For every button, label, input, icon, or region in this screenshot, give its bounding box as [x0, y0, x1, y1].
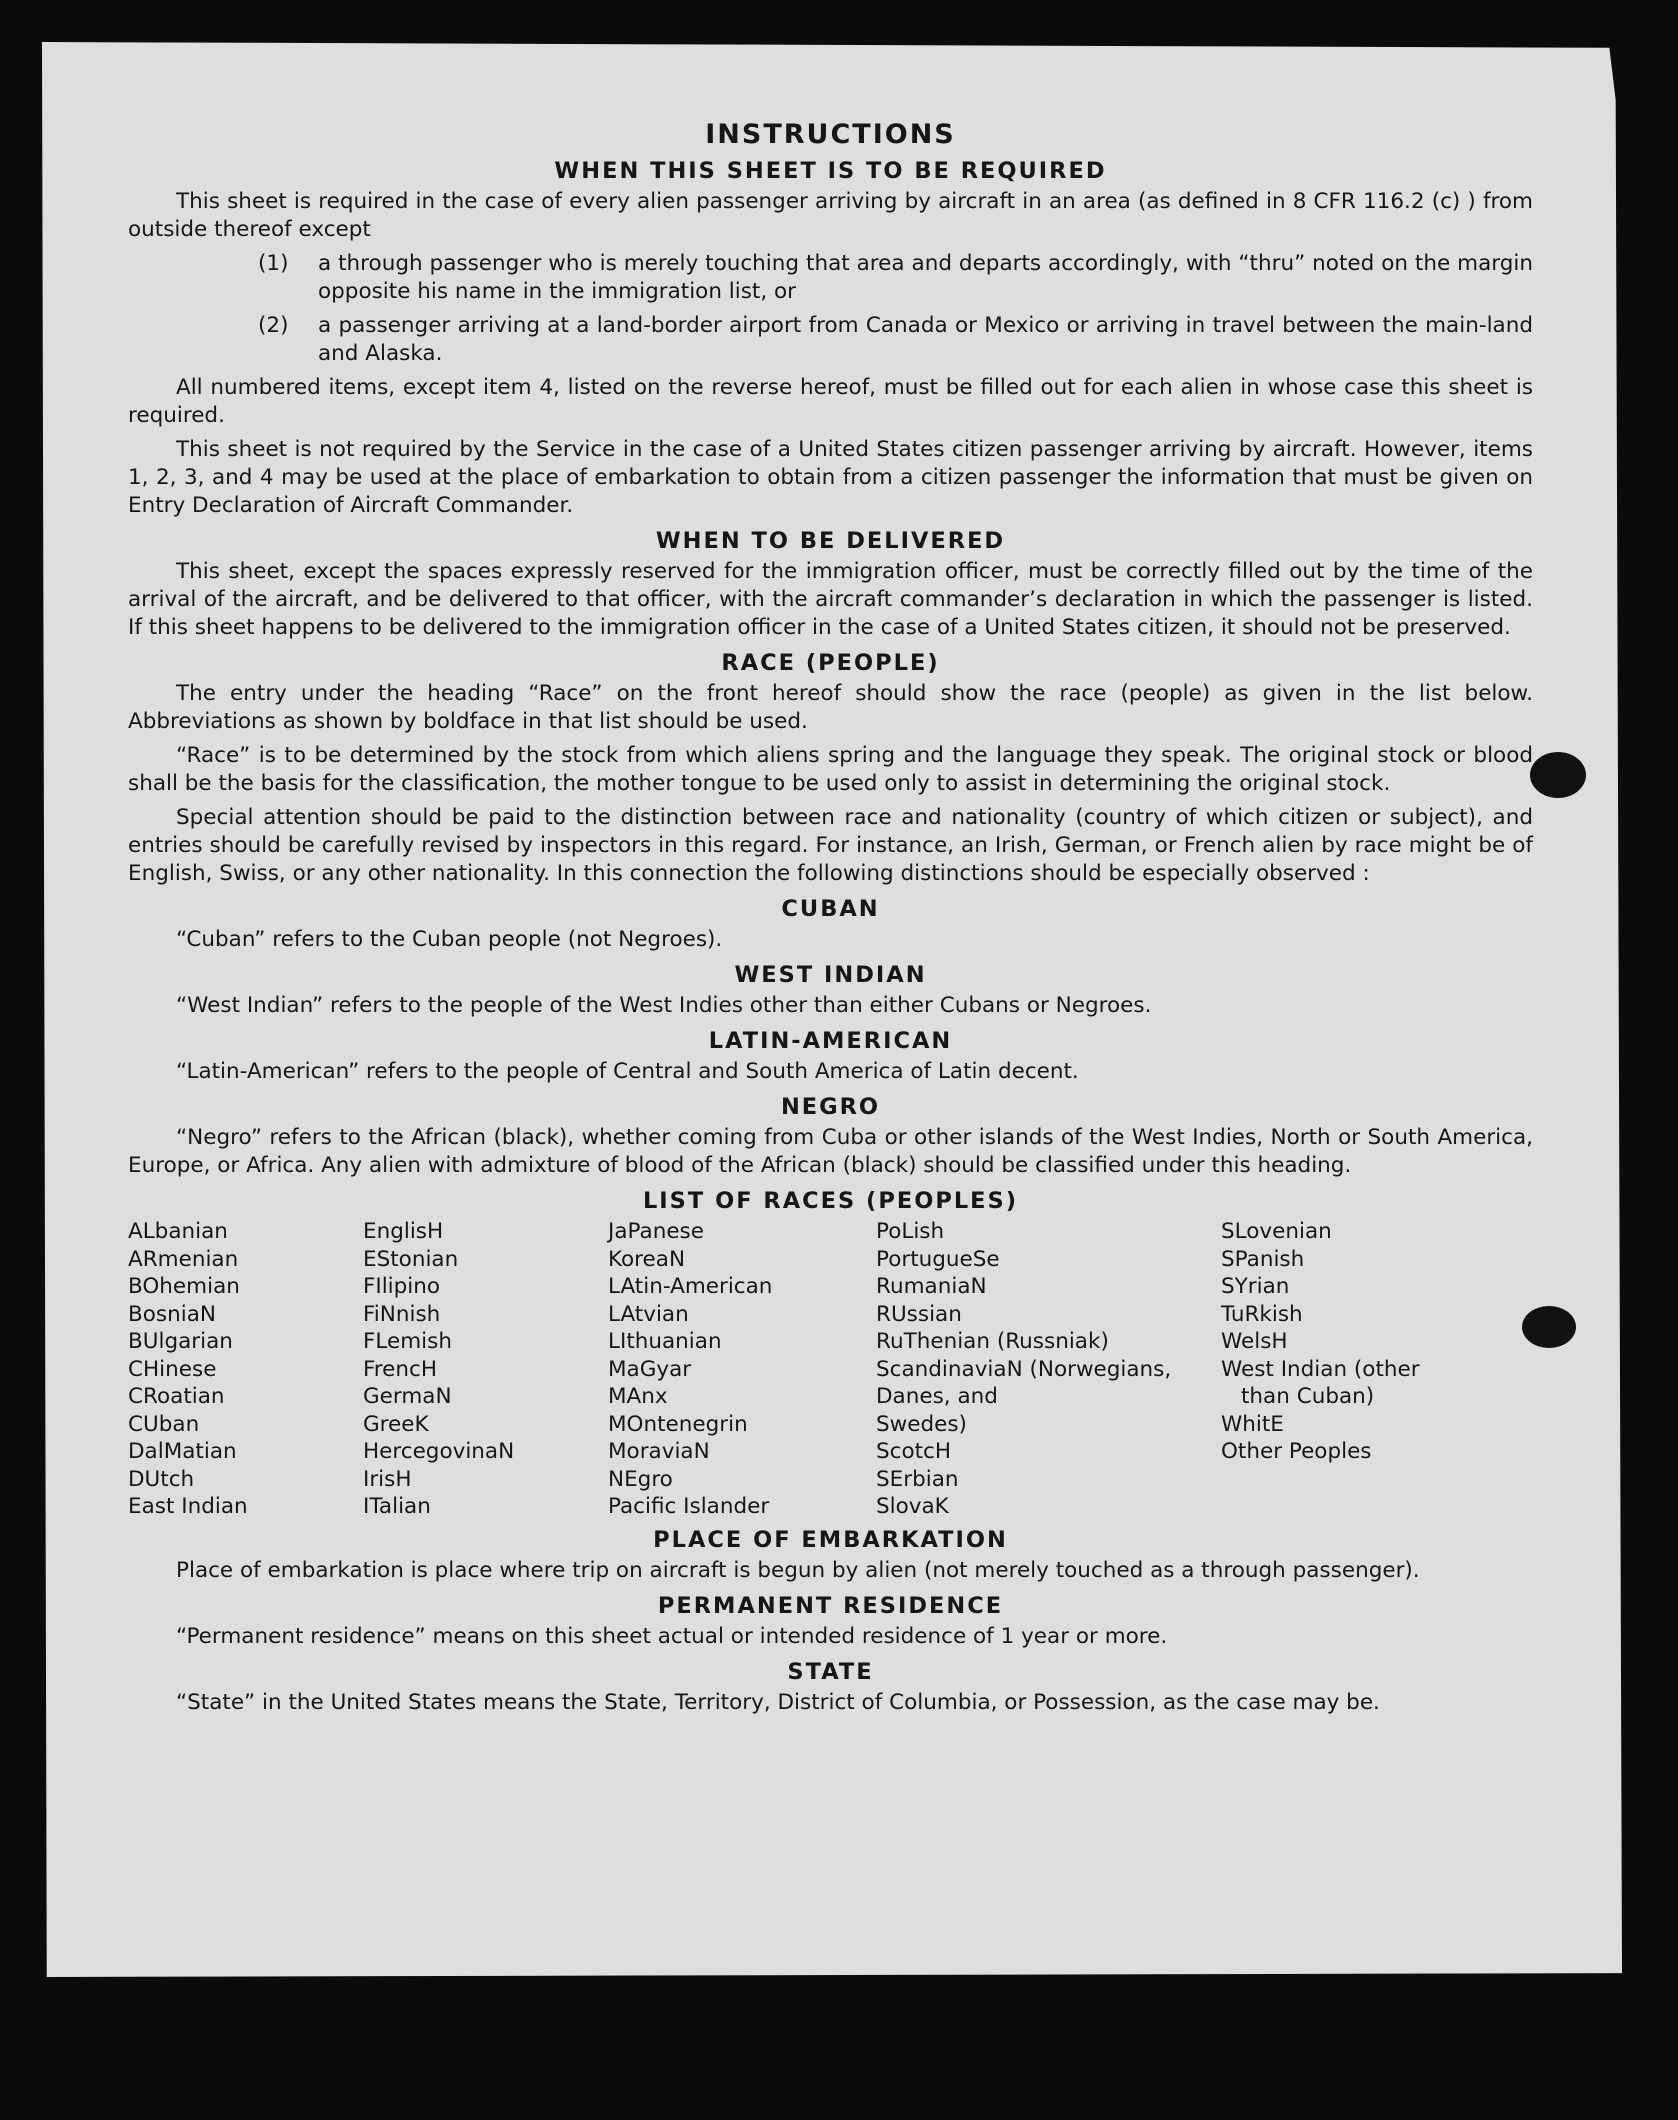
race-entry: PoLish [876, 1219, 945, 1244]
race-entry: SlovaK [876, 1494, 949, 1519]
race-entry: PortugueSe [876, 1246, 1000, 1272]
race-entry: GermaN [363, 1384, 452, 1409]
negro-paragraph: “Negro” refers to the African (black), whether coming from Cuba or other islands of the West Indies, North or South America, Europe, or Africa. Any alien with admixture of blood of the African (black) should be classified under this heading. [128, 1125, 1533, 1178]
race-entry: CUban [128, 1411, 200, 1437]
race-paragraph: “Race” is to be determined by the stock from which aliens spring and the language they speak. The original stock or blood shall be the basis for the classification, the mother tongue to be used only to assist in determining the original stock. [128, 743, 1533, 796]
ink-blot [1530, 752, 1586, 798]
cuban-paragraph: “Cuban” refers to the Cuban people (not Negroes). [176, 927, 723, 952]
section-heading-race: RACE (PEOPLE) [721, 650, 940, 676]
embarkation-paragraph: Place of embarkation is place where trip on aircraft is begun by alien (not merely touched as a through passenger). [176, 1557, 1420, 1583]
race-entry: BOhemian [128, 1274, 240, 1299]
race-entry: ALbanian [128, 1219, 228, 1244]
residence-paragraph: “Permanent residence” means on this sheet actual or intended residence of 1 year or more. [176, 1623, 1168, 1649]
races-column [1221, 1218, 1521, 1521]
state-paragraph: “State” in the United States means the State, Territory, District of Columbia, or Possession, as the case may be. [176, 1689, 1380, 1715]
section-heading-delivered: WHEN TO BE DELIVERED [655, 528, 1006, 554]
race-entry: BUlgarian [128, 1329, 233, 1354]
races-list [128, 1218, 1533, 1521]
races-column [363, 1218, 608, 1521]
exception-item [258, 250, 1533, 306]
required-intro: This sheet is required in the case of every alien passenger arriving by aircraft in an area (as defined in 8 CFR 116.2 (c) ) from outside thereof except [128, 189, 1533, 242]
race-entry: Swedes) [876, 1411, 967, 1437]
race-entry: West Indian (other [1221, 1356, 1420, 1382]
section-heading-residence: PERMANENT RESIDENCE [657, 1592, 1004, 1619]
section-heading-negro: NEGRO [780, 1094, 881, 1120]
race-entry: MOntenegrin [608, 1411, 748, 1437]
race-entry: DalMatian [128, 1439, 237, 1464]
section-heading-list: LIST OF RACES (PEOPLES) [642, 1188, 1019, 1214]
races-column [128, 1218, 363, 1521]
section-heading-cuban: CUBAN [781, 896, 880, 922]
race-entry: SErbian [876, 1466, 959, 1492]
race-entry: GreeK [363, 1411, 429, 1437]
delivered-paragraph: This sheet, except the spaces expressly reserved for the immigration officer, must be correctly filled out by the time of the arrival of the aircraft, and be delivered to that officer, with the aircraft commander’s declaration in which the passenger is listed. If this sheet happens to be delivered to the immigration officer in the case of a United States citizen, it should not be preserved. [128, 559, 1533, 640]
west-indian-paragraph: “West Indian” refers to the people of the West Indies other than either Cubans or Negroes. [176, 993, 1152, 1018]
race-entry: KoreaN [608, 1246, 686, 1272]
exception-text: a through passenger who is merely touching that area and departs accordingly, with “thru” noted on the margin opposite his name in the immigration list, or [318, 251, 1533, 304]
race-entry: WhitE [1221, 1411, 1284, 1437]
race-entry: ScotcH [876, 1439, 952, 1464]
race-entry: TuRkish [1221, 1301, 1303, 1327]
race-entry: EnglisH [363, 1219, 444, 1244]
race-entry: FLemish [363, 1329, 452, 1354]
race-entry: RUssian [876, 1301, 962, 1327]
exception-number: (1) [258, 251, 289, 276]
race-entry: FiNnish [363, 1301, 441, 1327]
instructions-content [128, 118, 1533, 1723]
race-entry: IrisH [363, 1466, 412, 1492]
race-entry: Danes, and [876, 1384, 998, 1409]
race-entry: Other Peoples [1221, 1439, 1372, 1464]
section-heading-state: STATE [787, 1658, 874, 1685]
section-heading-required: WHEN THIS SHEET IS TO BE REQUIRED [554, 158, 1107, 184]
race-entry: BosniaN [128, 1301, 216, 1327]
race-entry: CHinese [128, 1356, 217, 1382]
race-entry: HercegovinaN [363, 1439, 515, 1464]
required-paragraph: This sheet is not required by the Service in the case of a United States citizen passenger arriving by aircraft. However, items 1, 2, 3, and 4 may be used at the place of embarkation to obtain from a citizen passenger the information that must be given on Entry Declaration of Aircraft Commander. [128, 437, 1533, 518]
races-column [608, 1218, 876, 1521]
race-entry: EStonian [363, 1246, 459, 1272]
race-entry: DUtch [128, 1466, 195, 1492]
latin-american-paragraph: “Latin-American” refers to the people of Central and South America of Latin decent. [176, 1059, 1079, 1084]
race-entry: LIthuanian [608, 1329, 722, 1354]
race-entry: CRoatian [128, 1384, 225, 1409]
exception-item [258, 312, 1533, 368]
race-paragraph: The entry under the heading “Race” on the front hereof should show the race (people) as given in the list below. Abbreviations as shown by boldface in that list should be used. [128, 681, 1533, 734]
race-entry: East Indian [128, 1494, 248, 1519]
race-entry: MAnx [608, 1384, 668, 1409]
race-entry: MoraviaN [608, 1439, 710, 1464]
race-entry: MaGyar [608, 1356, 692, 1382]
section-heading-west-indian: WEST INDIAN [734, 962, 927, 988]
race-entry: NEgro [608, 1466, 673, 1492]
race-entry: RuThenian (Russniak) [876, 1329, 1109, 1354]
race-entry: than Cuban) [1241, 1384, 1375, 1409]
race-entry: WelsH [1221, 1329, 1288, 1354]
race-entry: Pacific Islander [608, 1494, 770, 1519]
race-entry: ARmenian [128, 1246, 239, 1272]
race-entry: JaPanese [608, 1219, 704, 1244]
race-entry: SYrian [1221, 1274, 1290, 1299]
race-entry: SPanish [1221, 1246, 1305, 1272]
race-entry: ScandinaviaN (Norwegians, [876, 1356, 1172, 1382]
race-entry: FIlipino [363, 1274, 441, 1299]
race-entry: LAtin-American [608, 1274, 773, 1299]
race-paragraph: Special attention should be paid to the distinction between race and nationality (country of which citizen or subject), and entries should be carefully revised by inspectors in this regard. For instance, an Irish, German, or French alien by race might be of English, Swiss, or any other nationality. In this connection the following distinctions should be especially observed : [128, 805, 1533, 886]
races-column [876, 1218, 1221, 1521]
race-entry: ITalian [363, 1494, 431, 1519]
page-title: INSTRUCTIONS [705, 119, 956, 150]
required-paragraph: All numbered items, except item 4, listed on the reverse hereof, must be filled out for each alien in whose case this sheet is required. [128, 375, 1533, 428]
race-entry: RumaniaN [876, 1274, 987, 1299]
race-entry: FrencH [363, 1356, 438, 1382]
race-entry: SLovenian [1221, 1219, 1332, 1244]
section-heading-latin-american: LATIN-AMERICAN [708, 1028, 953, 1054]
race-entry: LAtvian [608, 1301, 689, 1327]
section-heading-embarkation: PLACE OF EMBARKATION [653, 1526, 1008, 1553]
exception-text: a passenger arriving at a land-border airport from Canada or Mexico or arriving in travel between the main-land and Alaska. [318, 313, 1533, 366]
exception-number: (2) [258, 313, 289, 338]
